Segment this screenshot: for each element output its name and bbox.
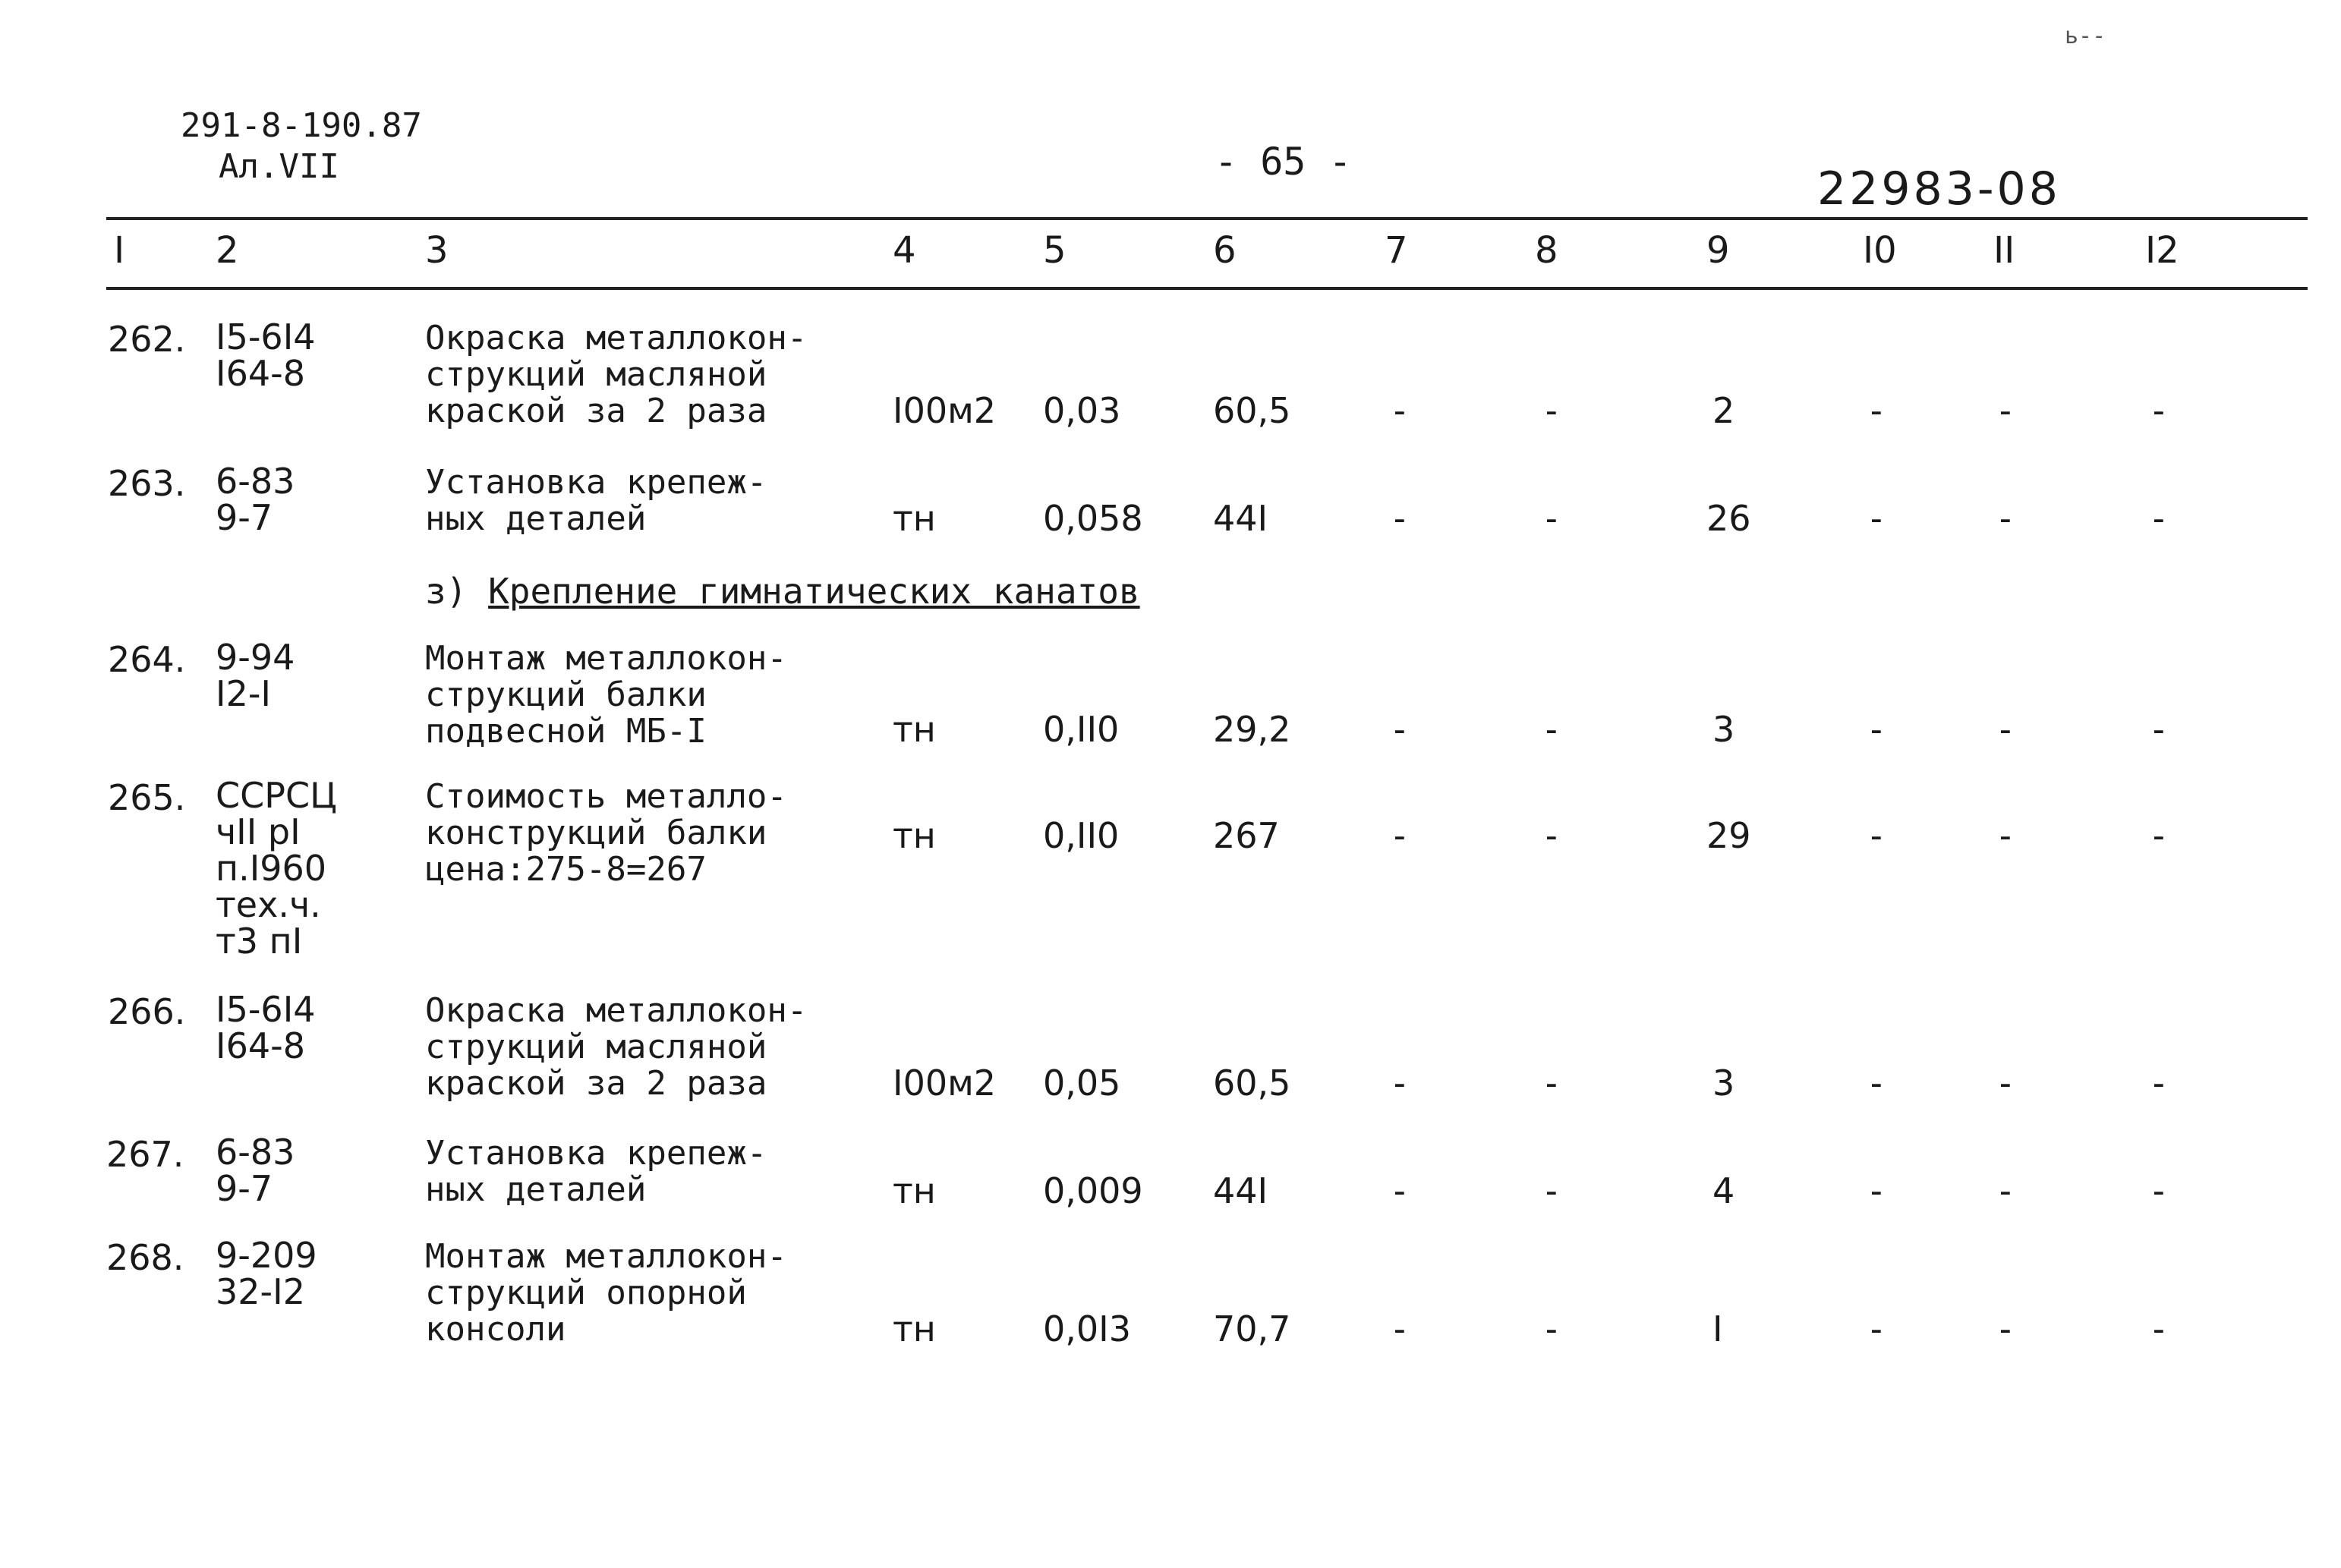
col10-cell: -: [1866, 1308, 1887, 1349]
description-line: Окраска металлокон-: [425, 319, 808, 357]
code-line: I64-8: [216, 1025, 305, 1066]
col9-cell: 29: [1706, 815, 1751, 856]
description-line: струкций опорной: [425, 1274, 747, 1312]
header-rule-top: [106, 217, 2308, 220]
code-line: 32-I2: [216, 1271, 305, 1312]
description-line: струкций масляной: [425, 1028, 767, 1066]
col8-cell: -: [1541, 498, 1562, 539]
col7-cell: -: [1389, 390, 1410, 431]
code-line: чII рI: [216, 811, 301, 852]
quantity-cell: 0,0I3: [1043, 1308, 1131, 1349]
document-sheet: Ал.VII: [219, 147, 339, 186]
col9-cell: 3: [1712, 1063, 1735, 1104]
col7-cell: -: [1389, 709, 1410, 750]
quantity-cell: 0,05: [1043, 1063, 1121, 1104]
col7-cell: -: [1389, 498, 1410, 539]
column-number-8: 8: [1535, 229, 1558, 272]
section-prefix: з): [425, 571, 468, 612]
row-description: [425, 320, 807, 430]
col9-cell: I: [1712, 1308, 1723, 1349]
code-line: I64-8: [216, 353, 305, 394]
unit-cell: тн: [893, 815, 936, 856]
unit-cell: I00м2: [893, 1063, 997, 1104]
code-line: 9-7: [216, 1168, 273, 1209]
quantity-cell: 0,058: [1043, 498, 1143, 539]
col10-cell: -: [1866, 390, 1887, 431]
code-line: п.I960: [216, 848, 327, 889]
column-number-7: 7: [1385, 229, 1408, 272]
code-line: I2-I: [216, 673, 271, 714]
col12-cell: -: [2148, 498, 2169, 539]
col11-cell: -: [1995, 815, 2016, 856]
unit-cell: тн: [893, 709, 936, 750]
col12-cell: -: [2148, 709, 2169, 750]
unit-cell: тн: [893, 498, 936, 539]
description-line: консоли: [425, 1310, 566, 1349]
col12-cell: -: [2148, 1063, 2169, 1104]
description-line: краской за 2 раза: [425, 1064, 767, 1103]
description-line: подвесной МБ-I: [425, 712, 707, 751]
col11-cell: -: [1995, 498, 2016, 539]
description-line: Установка крепеж-: [425, 1134, 767, 1173]
row-description: [425, 993, 807, 1102]
col10-cell: -: [1866, 709, 1887, 750]
reference-number: 22983-08: [1817, 162, 2061, 216]
col11-cell: -: [1995, 1170, 2016, 1211]
col11-cell: -: [1995, 390, 2016, 431]
col10-cell: -: [1866, 815, 1887, 856]
column-number-9: 9: [1706, 229, 1730, 272]
col7-cell: -: [1389, 1308, 1410, 1349]
col8-cell: -: [1541, 1063, 1562, 1104]
norm-code: [216, 316, 316, 394]
description-line: краской за 2 раза: [425, 392, 767, 430]
col10-cell: -: [1866, 1063, 1887, 1104]
description-line: ных деталей: [425, 499, 647, 538]
row-description: [425, 1135, 767, 1208]
row-number: 263.: [108, 463, 186, 504]
row-description: [425, 779, 787, 888]
col12-cell: -: [2148, 1170, 2169, 1211]
row-description: [425, 641, 787, 750]
quantity-cell: 0,009: [1043, 1170, 1143, 1211]
norm-code: [216, 1237, 317, 1310]
section-title: Крепление гимнатических канатов: [488, 571, 1140, 612]
price-cell: 44I: [1213, 1170, 1268, 1211]
column-number-10: I0: [1863, 229, 1897, 272]
col12-cell: -: [2148, 1308, 2169, 1349]
unit-cell: тн: [893, 1170, 936, 1211]
col10-cell: -: [1866, 498, 1887, 539]
col11-cell: -: [1995, 709, 2016, 750]
col7-cell: -: [1389, 1170, 1410, 1211]
quantity-cell: 0,II0: [1043, 815, 1120, 856]
price-cell: 267: [1213, 815, 1280, 856]
col11-cell: -: [1995, 1063, 2016, 1104]
column-number-3: 3: [425, 229, 449, 272]
column-number-4: 4: [893, 229, 916, 272]
code-line: I5-6I4: [216, 316, 316, 357]
row-number: 267.: [106, 1134, 184, 1175]
price-cell: 70,7: [1213, 1308, 1291, 1349]
col9-cell: 4: [1712, 1170, 1735, 1211]
description-line: струкций балки: [425, 675, 707, 714]
column-number-5: 5: [1043, 229, 1067, 272]
corner-mark: ь--: [2065, 23, 2106, 49]
row-number: 268.: [106, 1237, 184, 1278]
col12-cell: -: [2148, 390, 2169, 431]
code-line: 9-94: [216, 637, 295, 678]
description-line: Монтаж металлокон-: [425, 1237, 787, 1276]
code-line: тех.ч.: [216, 884, 321, 925]
col7-cell: -: [1389, 1063, 1410, 1104]
price-cell: 29,2: [1213, 709, 1291, 750]
col8-cell: -: [1541, 709, 1562, 750]
code-line: 9-7: [216, 497, 273, 538]
column-number-11: II: [1993, 229, 2015, 272]
code-line: 6-83: [216, 1132, 295, 1173]
price-cell: 60,5: [1213, 390, 1291, 431]
quantity-cell: 0,03: [1043, 390, 1121, 431]
col8-cell: -: [1541, 1308, 1562, 1349]
quantity-cell: 0,II0: [1043, 709, 1120, 750]
description-line: ных деталей: [425, 1170, 647, 1209]
code-line: т3 пI: [216, 921, 303, 962]
col11-cell: -: [1995, 1308, 2016, 1349]
page-number: - 65 -: [1215, 140, 1352, 184]
col8-cell: -: [1541, 390, 1562, 431]
col7-cell: -: [1389, 815, 1410, 856]
price-cell: 60,5: [1213, 1063, 1291, 1104]
description-line: цена:275-8=267: [425, 850, 707, 889]
column-number-1: I: [114, 229, 125, 272]
description-line: Окраска металлокон-: [425, 991, 808, 1030]
code-line: 9-209: [216, 1235, 317, 1276]
row-description: [425, 464, 767, 537]
section-heading: [425, 571, 1140, 612]
code-line: 6-83: [216, 461, 295, 502]
col9-cell: 26: [1706, 498, 1751, 539]
row-description: [425, 1239, 787, 1348]
column-number-2: 2: [216, 229, 239, 272]
row-number: 264.: [108, 639, 186, 680]
row-number: 266.: [108, 991, 186, 1032]
price-cell: 44I: [1213, 498, 1268, 539]
norm-code: [216, 463, 295, 536]
header-rule-bottom: [106, 287, 2308, 290]
row-number: 265.: [108, 777, 186, 818]
norm-code: [216, 775, 337, 962]
col9-cell: 3: [1712, 709, 1735, 750]
description-line: Установка крепеж-: [425, 463, 767, 502]
norm-code: [216, 1134, 295, 1207]
col12-cell: -: [2148, 815, 2169, 856]
description-line: Стоимость металло-: [425, 777, 787, 816]
description-line: Монтаж металлокон-: [425, 639, 787, 678]
col9-cell: 2: [1712, 390, 1735, 431]
description-line: струкций масляной: [425, 355, 767, 394]
norm-code: [216, 991, 316, 1064]
document-code: 291-8-190.87: [181, 106, 422, 145]
col10-cell: -: [1866, 1170, 1887, 1211]
col8-cell: -: [1541, 1170, 1562, 1211]
row-number: 262.: [108, 319, 186, 360]
code-line: I5-6I4: [216, 989, 316, 1030]
unit-cell: тн: [893, 1308, 936, 1349]
norm-code: [216, 639, 295, 712]
description-line: конструкций балки: [425, 814, 767, 852]
code-line: ССРСЦ: [216, 775, 337, 816]
unit-cell: I00м2: [893, 390, 997, 431]
col8-cell: -: [1541, 815, 1562, 856]
column-number-12: I2: [2145, 229, 2179, 272]
column-number-6: 6: [1213, 229, 1237, 272]
